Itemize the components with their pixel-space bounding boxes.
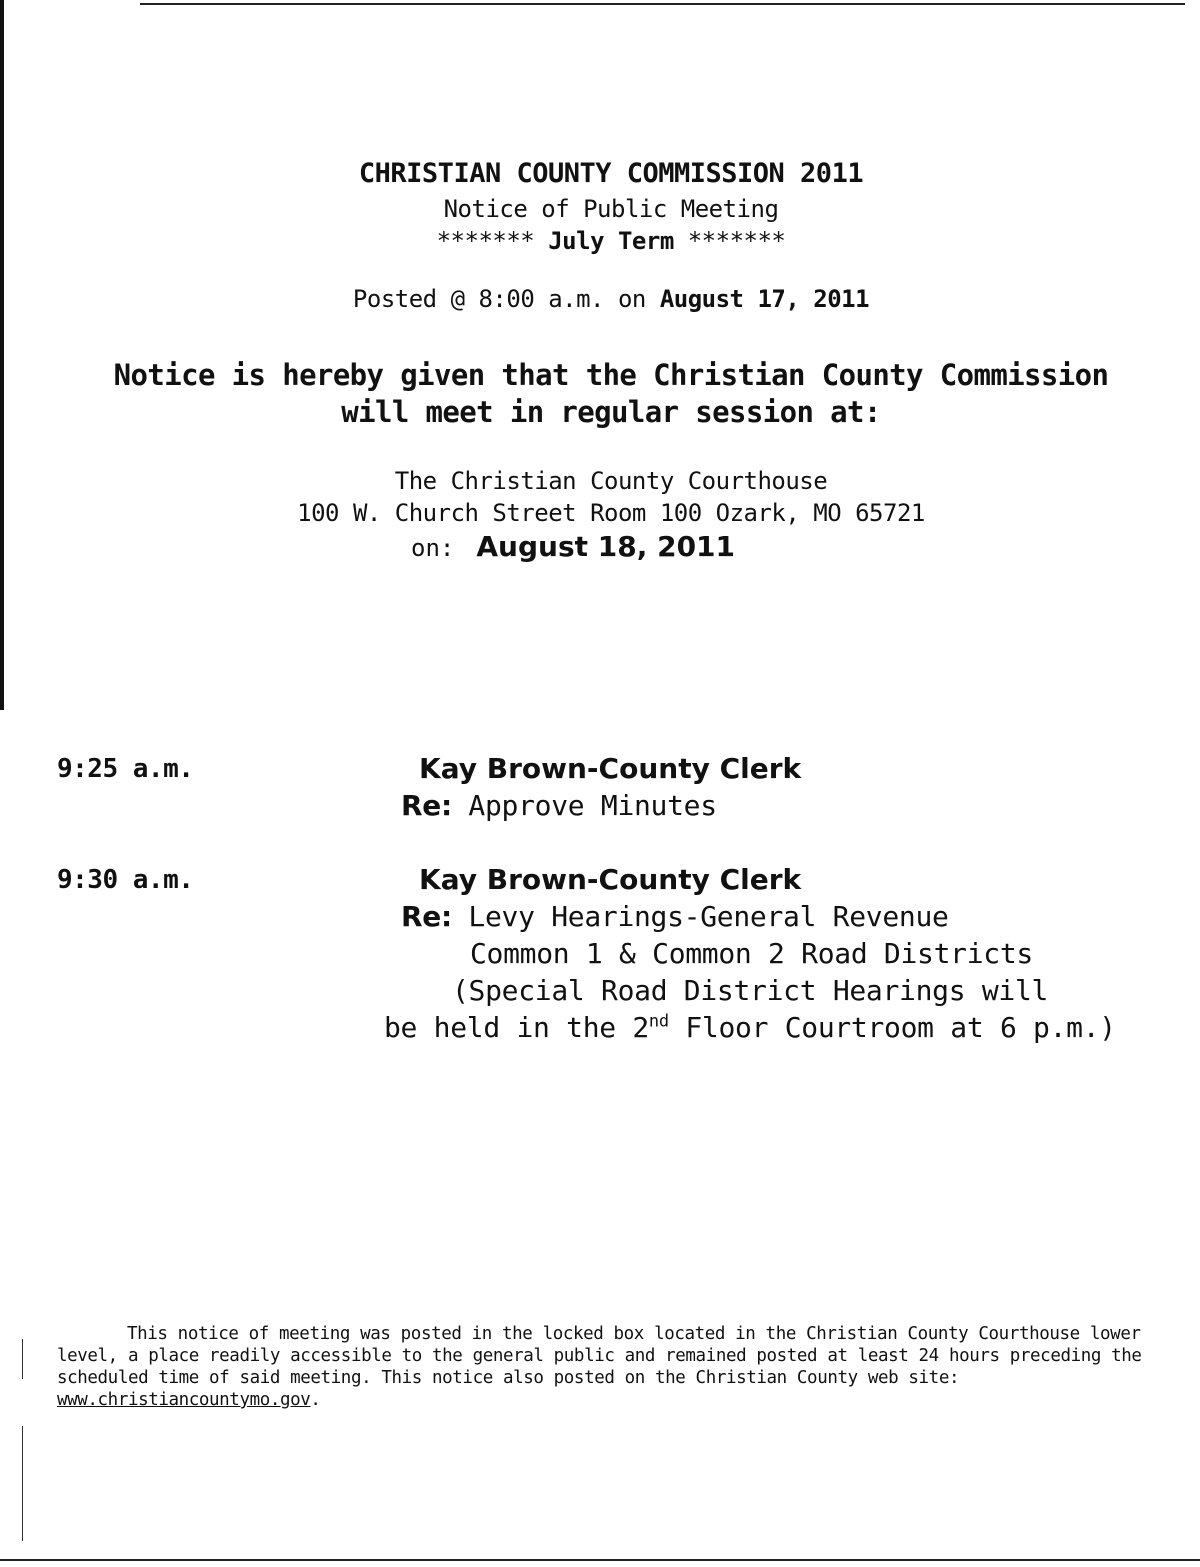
disclaimer-text: This notice of meeting was posted in the locked box located in the Christian County Courthouse lower level, a place readily accessible to the general public and remained posted at least 24 hours preceding the scheduled time of said meeting. This notice also posted on the Christian County web site: <box>57 1324 1142 1388</box>
posted-date: August 17, 2011 <box>659 285 870 313</box>
agenda-topic-line: Approve Minutes <box>468 789 717 822</box>
document-title: CHRISTIAN COUNTY COMMISSION 2011 <box>358 158 864 189</box>
agenda-time: 9:30 a.m. <box>57 865 194 895</box>
location-building: The Christian County Courthouse <box>394 467 828 495</box>
agenda-topic-line <box>384 1011 1116 1044</box>
page-bottom-edge <box>0 1559 1200 1561</box>
re-label: Re: <box>401 789 452 822</box>
meeting-date-line <box>411 530 735 563</box>
meeting-date: August 18, 2011 <box>476 530 736 563</box>
term-stars-right: ******* <box>687 227 786 255</box>
notice-line-1: Notice is hereby given that the Christian County Commission <box>113 358 1109 392</box>
agenda-topic <box>401 900 949 933</box>
meeting-date-label: on: <box>411 534 455 562</box>
scan-mark <box>22 1426 23 1541</box>
term-stars-left: ******* <box>436 227 535 255</box>
page-left-edge <box>0 0 4 710</box>
term-line <box>0 225 1200 257</box>
notice-line-2: will meet in regular session at: <box>341 395 881 429</box>
posted-prefix: Posted @ 8:00 a.m. on <box>352 285 646 313</box>
agenda-time: 9:25 a.m. <box>57 754 194 784</box>
term-label: July Term <box>548 227 674 255</box>
disclaimer-end: . <box>310 1390 321 1410</box>
posted-line <box>0 285 1200 313</box>
agenda-topic-line: (Special Road District Hearings will <box>452 974 1049 1007</box>
document-header <box>0 155 1200 257</box>
agenda-topic-line: Common 1 & Common 2 Road Districts <box>470 937 1033 970</box>
page-top-edge <box>140 3 1185 5</box>
agenda-topic-text: Floor Courtroom at 6 p.m.) <box>668 1011 1116 1044</box>
document-subtitle: Notice of Public Meeting <box>443 195 779 223</box>
agenda-topic-line: Levy Hearings-General Revenue <box>468 900 949 933</box>
posting-disclaimer <box>57 1323 1147 1411</box>
website-link[interactable]: www.christiancountymo.gov <box>57 1390 311 1410</box>
meeting-location <box>0 465 1200 529</box>
agenda-topic-text: be held in the 2 <box>384 1011 649 1044</box>
scan-mark <box>22 1339 23 1379</box>
agenda-presenter: Kay Brown-County Clerk <box>419 752 802 785</box>
agenda-presenter: Kay Brown-County Clerk <box>419 863 802 896</box>
agenda-topic <box>401 789 717 822</box>
location-address: 100 W. Church Street Room 100 Ozark, MO 65721 <box>297 499 925 527</box>
notice-statement <box>0 357 1200 431</box>
re-label: Re: <box>401 900 452 933</box>
ordinal-suffix: nd <box>648 1011 669 1032</box>
